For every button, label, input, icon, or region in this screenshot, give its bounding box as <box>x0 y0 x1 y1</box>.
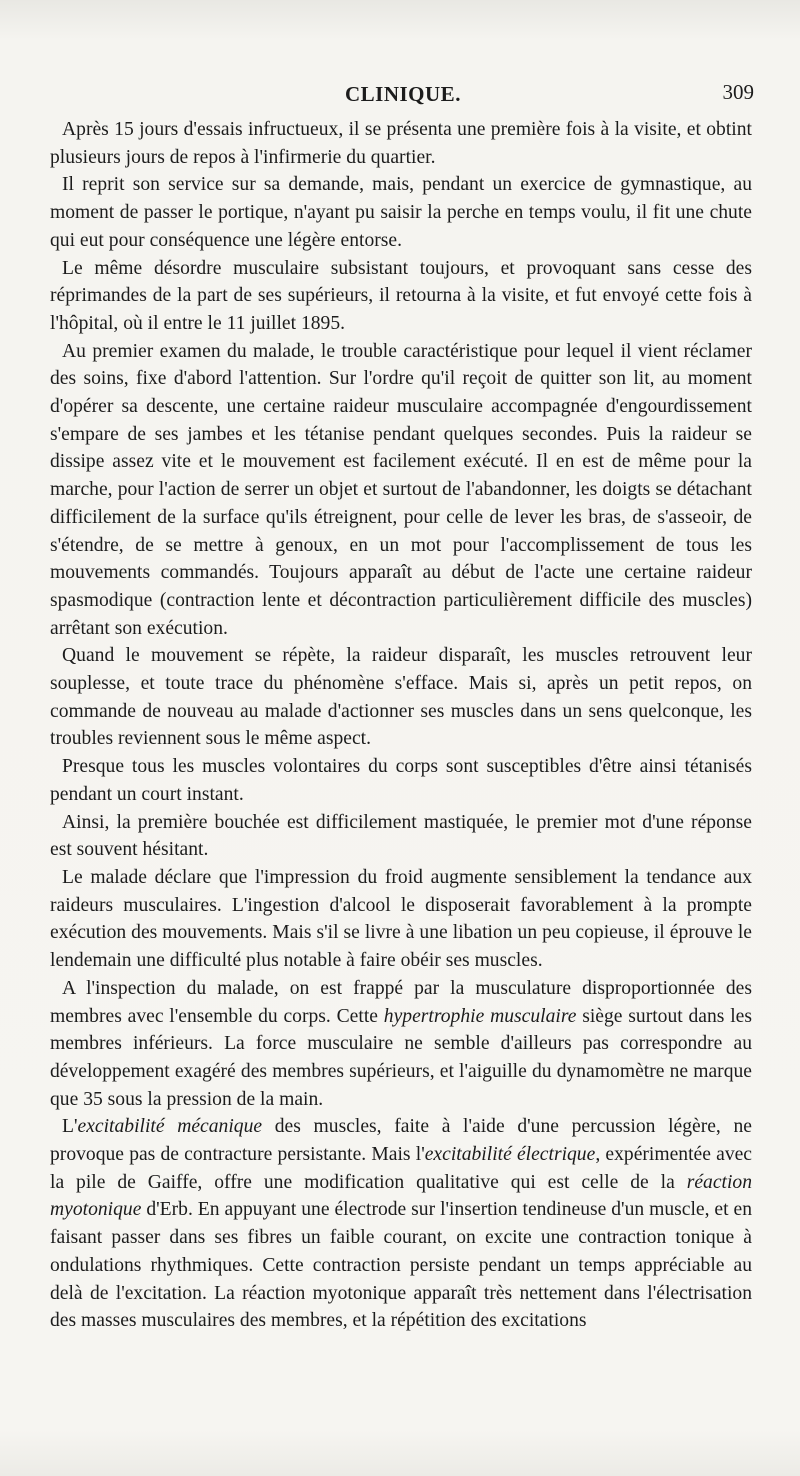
page-number: 309 <box>722 80 754 104</box>
emphasis-excitabilite-mecanique: excitabilité mécanique <box>77 1116 263 1138</box>
paragraph-1: Après 15 jours d'essais infructueux, il se présenta une première fois à la visite, et obtint plusieurs jours de repos à l'infirmerie du quartier. <box>50 119 752 168</box>
paragraph-9-text-end: siège surtout dans les membres inférieurs. La force musculaire ne semble d'ailleurs pas correspondre au développement exagéré des membres supérieurs, et l'aiguille du dynamomètre ne marque que 35 sous la pression de la main. <box>50 1005 752 1110</box>
paragraph-10-part-4: d'Erb. En appuyant une électrode sur l'insertion tendineuse d'un muscle, et en faisant passer dans ses fibres un faible courant, on excite une contraction tonique à ondulations rhythmiques. Cette contraction persiste pendant un temps appréciable au delà de l'excitation. La réaction myotonique apparaît très nettement dans l'électrisation des masses musculaires des membres, et la répétition des excitations <box>50 1199 752 1332</box>
running-title: CLINIQUE. <box>345 82 461 106</box>
paragraph-7: Ainsi, la première bouchée est difficilement mastiquée, le premier mot d'une réponse est souvent hésitant. <box>50 811 752 861</box>
paragraph-10-part-1: L' <box>62 1116 78 1138</box>
emphasis-excitabilite-electrique: excitabilité électrique <box>424 1144 596 1166</box>
emphasis-hypertrophie: hypertrophie musculaire <box>383 1005 577 1027</box>
paragraph-2: Il reprit son service sur sa demande, mais, pendant un exercice de gymnastique, au moment de passer le portique, n'ayant pu saisir la perche en temps voulu, il fit une chute qui eut pour conséquence une légère entorse. <box>50 174 752 251</box>
emphasis-reaction-myotonique: réaction myotonique <box>50 1171 752 1221</box>
paragraph-10-part-2: des muscles, faite à l'aide d'une percussion légère, ne provoque pas de contracture persistante. Mais l' <box>50 1116 752 1166</box>
paragraph-10-part-3: , expérimentée avec la pile de Gaiffe, offre une modification qualitative qui est celle de la <box>50 1144 753 1193</box>
paragraph-6: Presque tous les muscles volontaires du corps sont susceptibles d'être ainsi tétanisés pendant un court instant. <box>50 756 752 805</box>
page-header <box>60 80 760 110</box>
page-body <box>50 116 752 1335</box>
paragraph-5: Quand le mouvement se répète, la raideur disparaît, les muscles retrouvent leur souplesse, et toute trace du phénomène s'efface. Mais si, après un petit repos, on commande de nouveau au malade d'actionner ses muscles dans un sens quelconque, les troubles reviennent sous le même aspect. <box>50 645 752 750</box>
paragraph-10 <box>50 1113 752 1335</box>
paragraph-8: Le malade déclare que l'impression du froid augmente sensiblement la tendance aux raideurs musculaires. L'ingestion d'alcool le disposerait favorablement à la prompte exécution des mouvements. Mais s'il se livre à une libation un peu copieuse, il éprouve le lendemain une difficulté plus notable à faire obéir ses muscles. <box>50 866 752 972</box>
paragraph-3: Le même désordre musculaire subsistant toujours, et provoquant sans cesse des réprimandes de la part de ses supérieurs, il retourna à la visite, et fut envoyé cette fois à l'hôpital, où il entre le 11 juillet 1895. <box>50 257 752 334</box>
paragraph-9-text-start: A l'inspection du malade, on est frappé par la musculature disproportionnée des membres avec l'ensemble du corps. Cette <box>50 977 752 1027</box>
paragraph-4: Au premier examen du malade, le trouble caractéristique pour lequel il vient réclamer des soins, fixe d'abord l'attention. Sur l'ordre qu'il reçoit de quitter son lit, au moment d'opérer sa descente, une certaine raideur musculaire accompagnée d'engourdissement s'empare de ses jambes et les tétanise pendant quelques secondes. Puis la raideur se dissipe assez vite et le mouvement est facilement exécuté. Il en est de même pour la marche, pour l'action de serrer un objet et surtout de l'abandonner, les doigts se détachant difficilement de la surface qu'ils étreignent, pour celle de lever les bras, de s'asseoir, de s'étendre, de se mettre à genoux, en un mot pour l'accomplissement de tous les mouvements commandés. Toujours apparaît au début de l'acte une certaine raideur spasmodique (contraction lente et décontraction particulièrement difficile des muscles) arrêtant son exécution. <box>50 340 752 639</box>
paragraph-9 <box>50 975 752 1114</box>
